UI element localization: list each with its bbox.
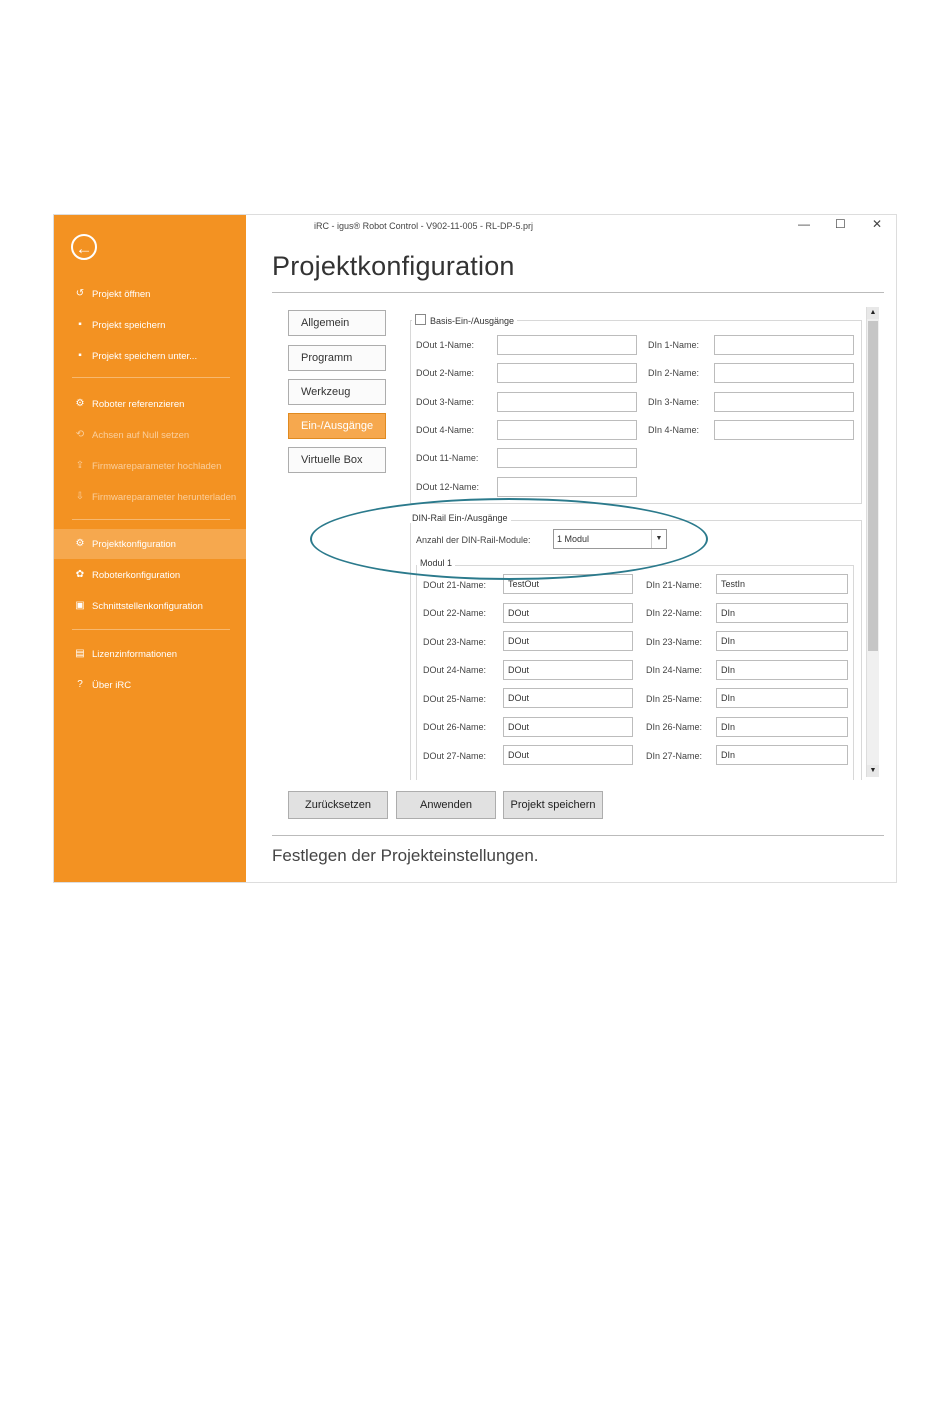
sidebar-item-interface-config[interactable] [54,591,246,621]
din-3-name-field[interactable] [714,392,854,412]
basis-io-checkbox[interactable] [415,314,426,325]
dout-24-name-field[interactable]: DOut [503,660,633,680]
dout-23-name-field[interactable]: DOut [503,631,633,651]
tab-virtuelle-box[interactable]: Virtuelle Box [288,447,386,473]
sidebar-divider [72,377,230,378]
sidebar-item-save-project[interactable] [54,310,246,340]
status-text: Festlegen der Projekteinstellungen. [272,846,539,865]
dinrail-count-value: 1 Modul [557,534,590,544]
sidebar-item-label: Projektkonfiguration [92,538,176,550]
sidebar-item-upload-firmware[interactable] [54,451,246,481]
sidebar-item-zero-axes[interactable] [54,420,246,450]
sidebar-item-robot-config[interactable] [54,560,246,590]
din-label: DIn 3-Name: [648,397,700,407]
main-panel [246,215,896,882]
sidebar [54,215,246,882]
dout-label: DOut 1-Name: [416,340,475,350]
dout-21-name-field[interactable]: TestOut [503,574,633,594]
dout-label: DOut 24-Name: [423,665,487,675]
sidebar-item-label: Lizenzinformationen [92,648,178,660]
scrollbar-thumb[interactable] [868,321,878,651]
close-button[interactable]: ✕ [872,217,883,231]
din-label: DIn 4-Name: [648,425,700,435]
page-title: Projektkonfiguration [272,251,515,281]
dout-label: DOut 3-Name: [416,397,475,407]
save-project-button[interactable]: Projekt speichern [503,791,603,819]
din-4-name-field[interactable] [714,420,854,440]
dout-1-name-field[interactable] [497,335,637,355]
dout-label: DOut 11-Name: [416,453,479,463]
dout-label: DOut 25-Name: [423,694,487,704]
dout-label: DOut 21-Name: [423,580,487,590]
dout-26-name-field[interactable]: DOut [503,717,633,737]
sidebar-item-project-config[interactable] [54,529,246,559]
din-27-name-field[interactable]: DIn [716,745,848,765]
zero-axes-icon: ⟲ [75,429,85,440]
sidebar-divider [72,629,230,630]
din-label: DIn 25-Name: [646,694,703,704]
interface-config-icon: ▣ [75,600,85,611]
din-22-name-field[interactable]: DIn [716,603,848,623]
basis-io-title: Basis-Ein-/Ausgänge [430,316,515,326]
dout-22-name-field[interactable]: DOut [503,603,633,623]
din-26-name-field[interactable]: DIn [716,717,848,737]
din-label: DIn 23-Name: [646,637,703,647]
basis-io-group-title[interactable] [412,314,517,326]
din-label: DIn 2-Name: [648,368,700,378]
dout-3-name-field[interactable] [497,392,637,412]
din-2-name-field[interactable] [714,363,854,383]
sidebar-item-label: Projekt speichern unter... [92,350,198,362]
sidebar-item-label: Roboterkonfiguration [92,569,181,581]
sidebar-item-save-project-as[interactable] [54,341,246,371]
din-25-name-field[interactable]: DIn [716,688,848,708]
header-divider [272,292,884,293]
sidebar-item-label: Achsen auf Null setzen [92,429,190,441]
scroll-down-icon[interactable]: ▼ [867,765,879,777]
dout-label: DOut 23-Name: [423,637,487,647]
reset-button[interactable]: Zurücksetzen [288,791,388,819]
sidebar-item-reference-robot[interactable] [54,389,246,419]
apply-button[interactable]: Anwenden [396,791,496,819]
dinrail-io-group-title: DIN-Rail Ein-/Ausgänge [409,513,511,523]
din-1-name-field[interactable] [714,335,854,355]
sidebar-item-download-firmware[interactable] [54,482,246,512]
application-window [54,215,896,882]
sidebar-item-about[interactable] [54,670,246,700]
dout-label: DOut 27-Name: [423,751,487,761]
din-label: DIn 21-Name: [646,580,703,590]
din-label: DIn 24-Name: [646,665,703,675]
sidebar-item-label: Firmwareparameter herunterladen [92,491,237,503]
dinrail-count-select[interactable] [553,529,667,549]
dout-label: DOut 22-Name: [423,608,487,618]
sidebar-item-label: Firmwareparameter hochladen [92,460,222,472]
sidebar-divider [72,519,230,520]
reference-icon: ⚙ [75,398,85,409]
din-label: DIn 22-Name: [646,608,703,618]
sidebar-item-label: Über iRC [92,679,132,691]
din-21-name-field[interactable]: TestIn [716,574,848,594]
dout-label: DOut 2-Name: [416,368,475,378]
dout-12-name-field[interactable] [497,477,637,497]
vertical-scrollbar[interactable] [866,307,879,777]
project-config-icon: ⚙ [75,538,85,549]
download-icon: ⇩ [75,491,85,502]
license-icon: ▤ [75,648,85,659]
minimize-button[interactable]: — [798,217,810,231]
scroll-up-icon[interactable]: ▲ [867,307,879,319]
robot-config-icon: ✿ [75,569,85,580]
window-title: iRC - igus® Robot Control - V902-11-005 - RL-DP-5.prj [314,221,534,231]
save-as-icon: ▪ [78,350,82,361]
dout-27-name-field[interactable]: DOut [503,745,633,765]
module-1-title: Modul 1 [417,558,455,568]
sidebar-item-label: Roboter referenzieren [92,398,185,410]
sidebar-item-open-project[interactable] [54,279,246,309]
din-24-name-field[interactable]: DIn [716,660,848,680]
dout-25-name-field[interactable]: DOut [503,688,633,708]
back-arrow-icon[interactable]: ← [71,234,97,260]
maximize-button[interactable]: ☐ [835,217,846,231]
tab-ein-ausgaenge[interactable]: Ein-/Ausgänge [288,413,386,439]
footer-divider [272,835,884,836]
tab-programm[interactable]: Programm [288,345,386,371]
tab-werkzeug[interactable]: Werkzeug [288,379,386,405]
din-label: DIn 1-Name: [648,340,700,350]
sidebar-item-license-info[interactable] [54,639,246,669]
dout-4-name-field[interactable] [497,420,637,440]
dinrail-count-label: Anzahl der DIN-Rail-Module: [416,535,531,545]
tab-allgemein[interactable]: Allgemein [288,310,386,336]
dout-label: DOut 26-Name: [423,722,487,732]
sidebar-item-label: Projekt öffnen [92,288,151,300]
dout-2-name-field[interactable] [497,363,637,383]
save-icon: ▪ [78,319,82,330]
din-label: DIn 26-Name: [646,722,703,732]
sidebar-item-label: Schnittstellenkonfiguration [92,600,203,612]
dout-11-name-field[interactable] [497,448,637,468]
upload-icon: ⇪ [75,460,85,471]
open-folder-icon: ↺ [75,288,85,299]
din-23-name-field[interactable]: DIn [716,631,848,651]
sidebar-item-label: Projekt speichern [92,319,166,331]
din-label: DIn 27-Name: [646,751,703,761]
dropdown-arrow-icon[interactable]: ▼ [651,530,666,548]
dout-label: DOut 4-Name: [416,425,475,435]
help-icon: ? [77,679,83,690]
dout-label: DOut 12-Name: [416,482,480,492]
